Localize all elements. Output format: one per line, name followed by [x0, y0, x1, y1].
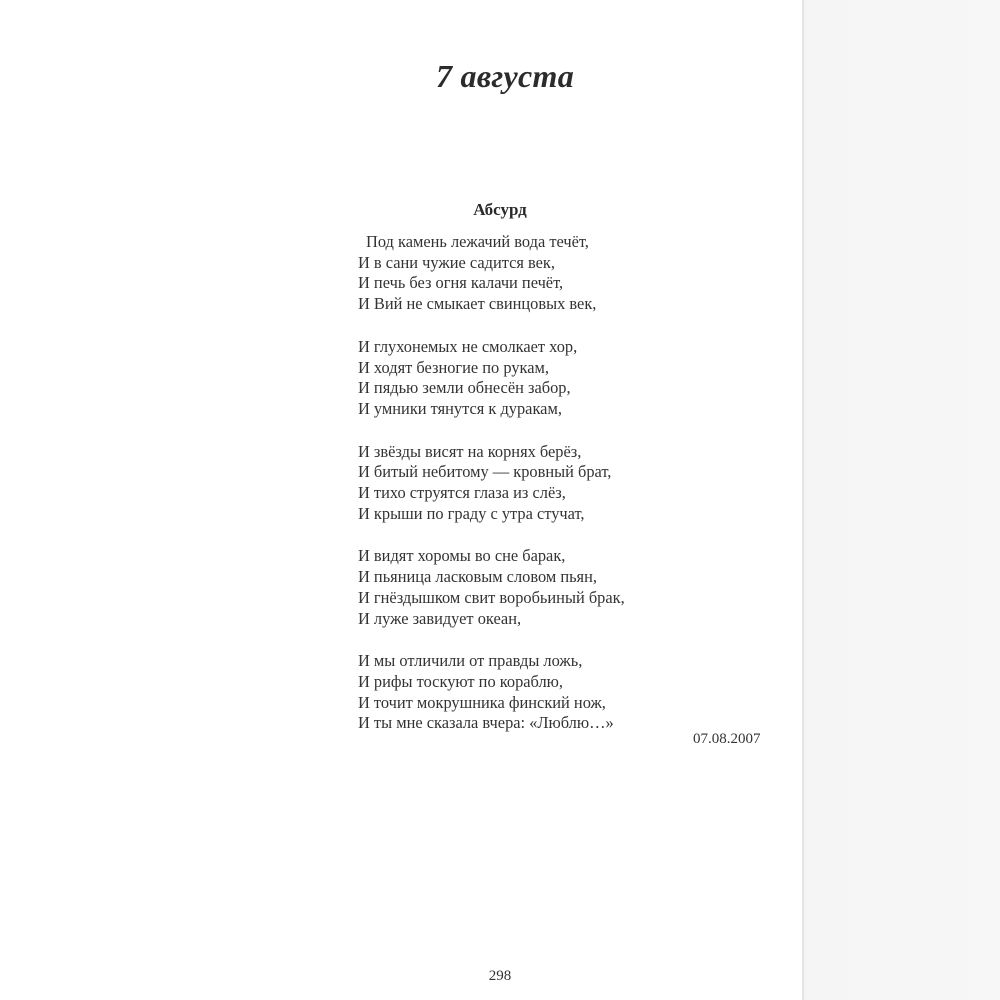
stanza-5 — [358, 651, 698, 734]
poem-body — [358, 232, 698, 756]
page-edge-shadow — [803, 0, 1000, 1000]
poem-line: И гнёздышком свит воробьиный брак, — [358, 587, 625, 607]
poem-line: И умники тянутся к дуракам, — [358, 398, 562, 418]
poem-line: И Вий не смыкает свинцовых век, — [358, 294, 597, 314]
poem-line: И битый небитому — кровный брат, — [358, 462, 612, 482]
poem-line: И тихо струятся глаза из слёз, — [358, 483, 566, 503]
poem-line: И звёзды висят на корнях берёз, — [358, 441, 582, 461]
poem-line: И ты мне сказала вчера: «Люблю…» — [358, 713, 614, 733]
poem-line: И видят хоромы во сне барак, — [358, 546, 566, 566]
stanza-1 — [358, 232, 698, 315]
poem-title: Абсурд — [473, 200, 527, 219]
poem-line: И ходят безногие по рукам, — [358, 357, 549, 377]
poem-line: И крыши по граду с утра стучат, — [358, 503, 585, 523]
page-number: 298 — [488, 968, 512, 984]
poem-line: И печь без огня калачи печёт, — [358, 273, 564, 293]
poem-line: И рифы тоскуют по кораблю, — [358, 671, 563, 691]
poem-line: И точит мокрушника финский нож, — [358, 692, 606, 712]
poem-line: И глухонемых не смолкает хор, — [358, 336, 578, 356]
chapter-title: 7 августа — [435, 58, 575, 94]
page-fold-line — [802, 0, 804, 1000]
poem-line: И в сани чужие садится век, — [358, 252, 555, 272]
poem-date: 07.08.2007 — [693, 731, 761, 747]
stanza-3 — [358, 442, 698, 525]
poem-line: Под камень лежачий вода течёт, — [366, 232, 589, 251]
poem-line: И пьяница ласковым словом пьян, — [358, 567, 597, 587]
poem-line: И пядью земли обнесён забор, — [358, 378, 571, 398]
stanza-4 — [358, 546, 698, 629]
poem-line: И мы отличили от правды ложь, — [358, 651, 583, 671]
poem-line: И луже завидует океан, — [358, 608, 522, 628]
stanza-2 — [358, 337, 698, 420]
